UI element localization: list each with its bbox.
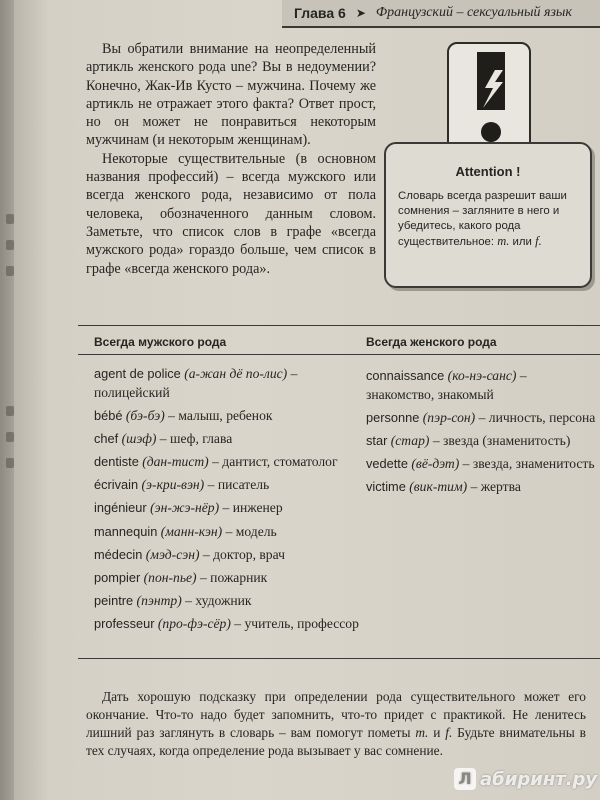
arrow-right-icon: ➤	[355, 5, 366, 20]
table-row	[94, 453, 364, 472]
pronunciation: (ко-нэ-санс)	[447, 368, 517, 383]
page-glyph	[6, 432, 14, 442]
french-word: pompier	[94, 570, 141, 585]
translation: – личность, персона	[478, 409, 596, 425]
translation: – дантист, стоматолог	[212, 454, 338, 470]
translation: – малыш, ребенок	[168, 407, 273, 423]
pronunciation: (дан-тист)	[142, 454, 209, 470]
translation: – учитель, профессор	[234, 616, 359, 632]
french-word: ingénieur	[94, 500, 147, 516]
page-glyph	[6, 458, 14, 468]
paragraph-rule: Некоторые существительные (в основном названия профессий) – всегда мужского или всегда женского рода, независимо от пола человека, обозначенного данным словом. Заметьте, что список слов в графе «всегда мужского рода» гораздо больше, чем список в графе «всегда женского рода».	[86, 150, 376, 277]
page-glyph	[6, 214, 14, 224]
mark-feminine: f.	[535, 234, 542, 248]
translation: – писатель	[207, 477, 270, 493]
paragraph-intro: Вы обратили внимание на неопределенный артикль женского рода une? Вы в недоумении? Конечно, Жак-Ив Кусто – мужчина. Почему же артикль не отражает этого факта? Ответ прост, но он может не понравиться некоторым мужчинам (и некоторым женщинам).	[86, 41, 376, 149]
translation: – модель	[225, 523, 277, 539]
table-row	[94, 476, 364, 495]
pronunciation: (пэр-сон)	[422, 409, 476, 425]
french-word: dentiste	[94, 454, 139, 470]
translation: – знакомство, знакомый	[366, 368, 527, 402]
body-text	[86, 40, 376, 278]
translation: – полицейский	[94, 366, 298, 400]
table-row	[366, 367, 598, 404]
running-header	[282, 0, 600, 28]
french-word: écrivain	[94, 477, 139, 493]
pronunciation: (манн-кэн)	[160, 523, 223, 539]
table-row	[94, 365, 364, 402]
french-word: victime	[366, 479, 406, 495]
translation: – шеф, глава	[159, 430, 233, 446]
or-word: или	[512, 236, 532, 248]
translation: – доктор, врач	[202, 546, 285, 562]
pronunciation: (эн-жэ-нёр)	[150, 500, 220, 516]
table-row	[94, 615, 364, 634]
translation: – художник	[185, 593, 252, 609]
french-word: bébé	[94, 407, 123, 423]
table-row	[94, 430, 364, 449]
closing-text-b: Будьте внимательны в тех случаях, когда определение рода вызывает у вас сомнение.	[86, 725, 586, 758]
table-row	[94, 592, 364, 611]
pronunciation: (вик-тим)	[409, 479, 468, 495]
table-row	[366, 478, 598, 497]
table-header	[78, 325, 600, 355]
pronunciation: (пон-пье)	[143, 570, 197, 585]
translation: – пожарник	[199, 570, 268, 585]
table-row	[366, 409, 598, 428]
closing-paragraph	[86, 688, 586, 760]
pronunciation: (вё-дэт)	[411, 456, 460, 472]
translation: – звезда, знаменитость	[462, 456, 595, 472]
french-word: peintre	[94, 593, 134, 609]
chapter-label: Глава 6	[294, 5, 346, 21]
table-row	[94, 523, 364, 542]
french-word: personne	[366, 409, 420, 425]
feminine-column	[366, 367, 598, 501]
attention-text-body: Словарь всегда разрешит ваши сомнения – загляните в него и убедитесь, какого рода существительное:	[398, 190, 567, 248]
exclamation-lightning-icon	[447, 42, 531, 154]
pronunciation: (пэнтр)	[136, 593, 182, 609]
column-header-masculine: Всегда мужского рода	[94, 335, 227, 349]
watermark-badge: Л	[454, 768, 476, 790]
french-word: vedette	[366, 456, 408, 472]
mark-masculine: m.	[497, 234, 510, 248]
column-header-feminine: Всегда женского рода	[366, 335, 497, 349]
masculine-column	[94, 365, 364, 639]
mark-feminine: f.	[445, 725, 453, 740]
chapter-title: Французский – сексуальный язык	[375, 5, 572, 20]
page-glyph	[6, 406, 14, 416]
page-glyph	[6, 266, 14, 276]
translation: – инженер	[222, 500, 283, 516]
watermark-text: абиринт.ру	[480, 768, 598, 790]
translation: – жертва	[470, 479, 521, 495]
table-bottom-rule	[78, 658, 600, 659]
table-row	[94, 407, 364, 426]
pronunciation: (бэ-бэ)	[125, 407, 165, 423]
pronunciation: (мэд-сэн)	[145, 546, 200, 562]
french-word: star	[366, 432, 388, 448]
attention-sidebar	[384, 142, 592, 288]
closing-text-a: Дать хорошую подсказку при определении рода существительного может его окончание. Что-то надо будет запомнить, что-то придет с практикой. Не ленитесь лишний раз заглянуть в словарь – вам помогут пометы	[86, 689, 586, 740]
french-word: médecin	[94, 546, 143, 562]
table-row	[366, 455, 598, 474]
table-row	[94, 569, 364, 588]
french-word: professeur	[94, 616, 155, 632]
table-row	[366, 432, 598, 451]
and-word: и	[433, 725, 441, 740]
attention-title: Attention !	[455, 164, 521, 179]
pronunciation: (э-кри-вэн)	[141, 477, 205, 493]
pronunciation: (про-фэ-сёр)	[157, 616, 231, 632]
page-glyph	[6, 240, 14, 250]
french-word: agent de police	[94, 366, 181, 381]
attention-text	[398, 189, 578, 250]
site-watermark	[454, 768, 597, 790]
table-row	[94, 546, 364, 565]
pronunciation: (шэф)	[121, 430, 157, 446]
pronunciation: (а-жан дё по-лис)	[184, 366, 288, 381]
french-word: connaissance	[366, 368, 445, 383]
table-row	[94, 499, 364, 518]
translation: – звезда (знаменитость)	[432, 432, 571, 448]
french-word: chef	[94, 430, 119, 446]
mark-masculine: m.	[415, 725, 429, 740]
french-word: mannequin	[94, 523, 158, 539]
pronunciation: (стар)	[390, 432, 430, 448]
